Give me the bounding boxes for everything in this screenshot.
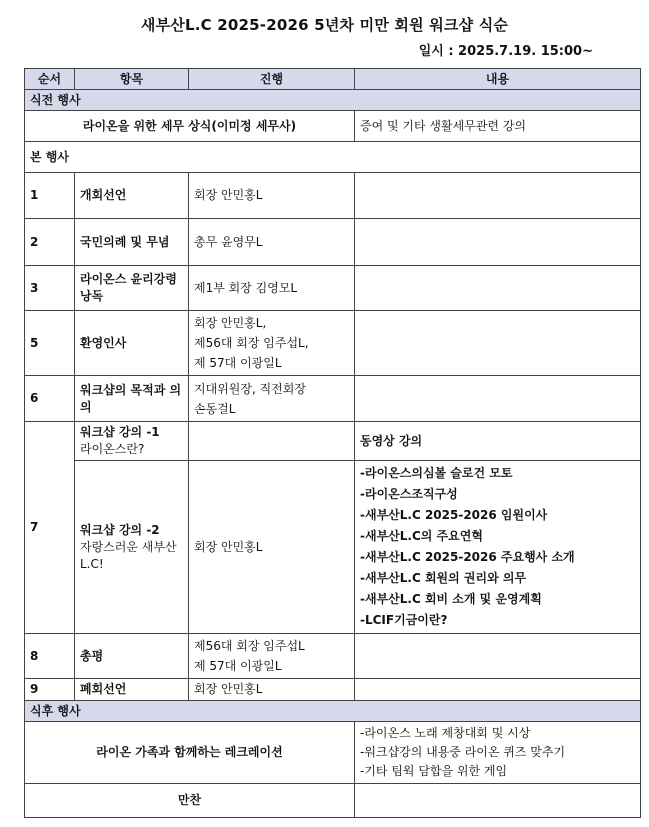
row-number: 8 [25,634,75,679]
content-line: -LCIF기금이란? [360,613,448,627]
row-host: 회장 안민홍L [189,679,355,701]
content-line: -새부산L.C의 주요연혁 [360,529,483,543]
host-line: 손동걸L [194,401,236,416]
row-item: 국민의례 및 무념 [75,219,189,266]
content-line: -새부산L.C 2025-2026 임원이사 [360,508,548,522]
lecture2-title: 워크샵 강의 -2 [80,522,160,537]
row-number: 3 [25,266,75,311]
lecture2-subtitle: 자랑스러운 새부산 L.C! [80,539,177,571]
host-line: 제56대 회장 임주섭L, [194,336,309,350]
col-header-host: 진행 [189,69,355,90]
dinner-item: 만찬 [25,784,355,818]
row-host [189,422,355,461]
row-number: 5 [25,311,75,376]
table-row [25,111,641,142]
row-item: 라이온스 윤리강령 낭독 [75,266,189,311]
row-content [355,784,641,818]
row-host [189,376,355,422]
content-line: -라이온스 노래 제창대회 및 시상 [360,726,531,740]
post-event-item: 라이온 가족과 함께하는 레크레이션 [25,722,355,784]
pre-event-item: 라이온을 위한 세무 상식(이미정 세무사) [25,111,355,142]
row-content [355,173,641,219]
host-line: 제 57대 이광일L [194,659,282,673]
section-pre-event [25,90,641,111]
content-line: -새부산L.C 회원의 권리와 의무 [360,571,527,585]
row-item [75,461,189,634]
row-host: 회장 안민홍L [189,461,355,634]
host-line: 지대위원장, 직전회장 [194,381,306,396]
content-line: -기타 팀웍 담합을 위한 게임 [360,764,508,778]
pre-event-content: 증여 및 기타 생활세무관련 강의 [355,111,641,142]
content-line: -새부산L.C 2025-2026 주요행사 소개 [360,550,575,564]
lecture2-content [355,461,641,634]
row-number: 9 [25,679,75,701]
col-header-order: 순서 [25,69,75,90]
content-line: -라이온스조직구성 [360,487,458,501]
event-datetime: 일시 : 2025.7.19. 15:00~ [418,44,593,59]
table-row [25,422,641,461]
table-row [25,376,641,422]
section-title: 본 행사 [25,142,641,173]
lecture1-title: 워크샵 강의 -1 [80,425,160,439]
row-item: 워크샵의 목적과 의의 [75,376,189,422]
row-item: 총평 [75,634,189,679]
col-header-item: 항목 [75,69,189,90]
section-title: 식전 행사 [25,90,641,111]
row-host: 회장 안민홍L [189,173,355,219]
row-number: 1 [25,173,75,219]
lecture1-content: 동영상 강의 [355,422,641,461]
col-header-content: 내용 [355,69,641,90]
table-row [25,219,641,266]
table-row [25,266,641,311]
table-row [25,722,641,784]
row-content [355,679,641,701]
content-line: -라이온스의심볼 슬로건 모토 [360,466,513,480]
table-row [25,784,641,818]
content-line: -새부산L.C 회비 소개 및 운영계획 [360,592,542,606]
row-content [355,266,641,311]
row-number: 6 [25,376,75,422]
row-content [355,219,641,266]
row-host: 제1부 회장 김영모L [189,266,355,311]
table-row [25,173,641,219]
table-row [25,679,641,701]
row-host: 총무 윤영무L [189,219,355,266]
post-event-content [355,722,641,784]
row-host [189,634,355,679]
row-item: 개회선언 [75,173,189,219]
section-main-event [25,142,641,173]
section-title: 식후 행사 [25,701,641,722]
host-line: 제56대 회장 임주섭L [194,639,305,653]
row-host [189,311,355,376]
document-title: 새부산L.C 2025-2026 5년차 미만 회원 워크샵 식순 [140,16,509,34]
table-row [25,461,641,634]
row-number: 2 [25,219,75,266]
host-line: 회장 안민홍L, [194,316,267,330]
row-number: 7 [25,422,75,634]
row-content [355,376,641,422]
row-content [355,311,641,376]
section-post-event [25,701,641,722]
row-item [75,422,189,461]
program-table [24,68,641,818]
table-row [25,311,641,376]
row-item: 폐회선언 [75,679,189,701]
row-content [355,634,641,679]
table-header-row [25,69,641,90]
row-item: 환영인사 [75,311,189,376]
content-line: -워크샵강의 내용중 라이온 퀴즈 맞추기 [360,745,566,759]
table-row [25,634,641,679]
lecture1-subtitle: 라이온스란? [80,442,145,456]
host-line: 제 57대 이광일L [194,356,282,370]
